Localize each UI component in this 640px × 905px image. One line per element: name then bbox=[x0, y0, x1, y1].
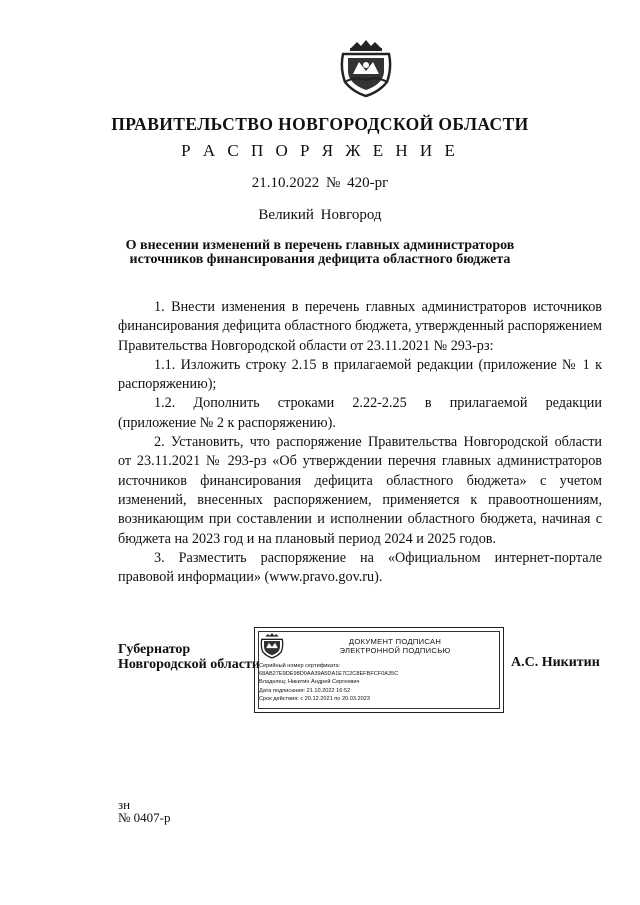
word: редакции bbox=[545, 395, 602, 412]
word: 2.22-2.25 bbox=[352, 395, 407, 412]
stamp-owner: Владелец: Никитин Андрей Сергеевич bbox=[259, 679, 360, 686]
paragraph-1: 1. Внести изменения в перечень главных администраторов источников финансирования дефицита областного бюджета, утвержденный распоряжением Правительства Новгородской области от 23.11.2021 № 293-рз: bbox=[118, 299, 602, 354]
signatory-position bbox=[118, 642, 260, 672]
subject-line-1: О внесении изменений в перечень главных администраторов bbox=[125, 238, 515, 253]
stamp-title-line-2: ЭЛЕКТРОННОЙ ПОДПИСЬЮ bbox=[339, 646, 451, 655]
signer-name: А.С. Никитин bbox=[511, 655, 600, 670]
word: в bbox=[424, 395, 432, 412]
document-number: 420-рг bbox=[347, 175, 389, 191]
subject-line-2: источников финансирования дефицита областного бюджета bbox=[129, 252, 511, 267]
position-line-1: Губернатор bbox=[118, 642, 191, 657]
city-name: Великий Новгород bbox=[258, 207, 382, 223]
document-subject bbox=[0, 239, 640, 267]
number-sign: № bbox=[326, 175, 341, 191]
date-number-line bbox=[0, 175, 640, 192]
footer-number: № 0407-р bbox=[118, 810, 171, 825]
stamp-title-line-1: ДОКУМЕНТ ПОДПИСАН bbox=[348, 637, 442, 646]
document-body bbox=[118, 298, 602, 587]
stamp-signed-date: Дата подписания: 21.10.2022 16:52 bbox=[259, 687, 351, 694]
footer-initials: зн bbox=[118, 797, 131, 812]
word: 1.2. bbox=[154, 395, 176, 412]
position-line-2: Новгородской области bbox=[118, 657, 260, 672]
paragraph-1-2-rest: (приложение № 2 к распоряжению). bbox=[118, 414, 336, 431]
paragraph-1-2-first-line bbox=[118, 394, 602, 413]
word: прилагаемой bbox=[449, 395, 528, 412]
word: строками bbox=[277, 395, 335, 412]
stamp-fields bbox=[259, 662, 398, 703]
stamp-title bbox=[295, 637, 495, 655]
document-type: Р А С П О Р Я Ж Е Н И Е bbox=[181, 141, 459, 160]
stamp-serial-label: Серийный номер сертификата: bbox=[259, 663, 341, 669]
organization-title: ПРАВИТЕЛЬСТВО НОВГОРОДСКОЙ ОБЛАСТИ bbox=[111, 114, 529, 134]
stamp-validity: Срок действия: с 20.12.2021 по 20.03.2023 bbox=[259, 695, 370, 702]
word: Дополнить bbox=[193, 395, 260, 412]
stamp-serial: 68AB27E9DE98D0AA39A5DA1E7C2C8EFBFCF0A35C bbox=[259, 671, 399, 678]
paragraph-3: 3. Разместить распоряжение на «Официальном интернет-портале правовой информации» (www.pravo.gov.ru). bbox=[118, 549, 602, 586]
paragraph-1-1: 1.1. Изложить строку 2.15 в прилагаемой редакции (приложение № 1 к распоряжению); bbox=[118, 356, 602, 393]
electronic-signature-stamp bbox=[254, 627, 504, 713]
paragraph-2: 2. Установить, что распоряжение Правительства Новгородской области от 23.11.2021 № 293-рз «Об утверждении перечня главных администраторов источников финансирования дефицита областного бюджета» с учетом изменений, внесенных распоряжением, применяется к правоотношениям, возникающим при составлении и исполнении областного бюджета, начиная с бюджета на 2023 год и на плановый период 2024 и 2025 годов. bbox=[118, 434, 602, 547]
stamp-coat-of-arms-icon bbox=[260, 632, 284, 659]
coat-of-arms-emblem bbox=[339, 38, 393, 98]
document-date: 21.10.2022 bbox=[251, 175, 320, 191]
footer-registration bbox=[118, 798, 170, 824]
